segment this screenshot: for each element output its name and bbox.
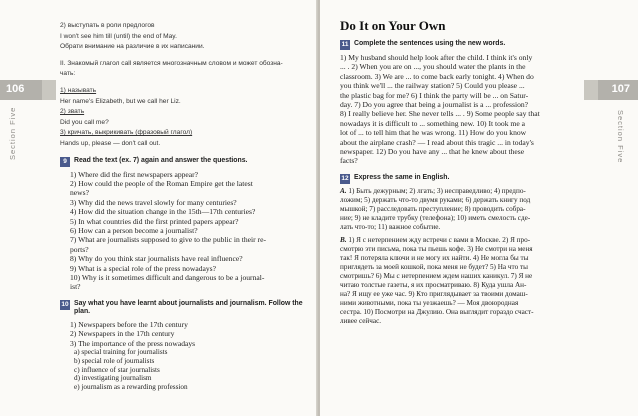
text-line: newspaper. 12) Do you have any ... that he knew about these [340, 147, 525, 157]
text-line: you think we'll ... the railway station? 5) Could you please ... [340, 81, 525, 91]
list-item: d) investigating journalism [74, 374, 152, 383]
gloss-head: 2) выступать в роли предлогов [60, 22, 155, 29]
text-line: смотрю эти письма, пока ты пьешь кофе. 3) Не смотри на меня [340, 244, 533, 253]
text-line: classroom. 3) We are ... to come back early tonight. 4) When do [340, 71, 534, 81]
text-line: about the airplane crash? — I read about this tragic ... in today's [340, 137, 534, 147]
gloss-line: Her name's Elizabeth, but we call her Liz. [60, 97, 181, 105]
text-line [340, 236, 622, 245]
text-line: лать что-то; 11) важное событие. [340, 222, 441, 231]
text-line: так! Я потеряла ключи и не могу их найти. 4) Не могла бы ты [340, 253, 529, 262]
page-number-right: 107 [611, 83, 630, 95]
text-line: читаю толстые газеты, я их просматриваю. 8) Куда ушла Ан- [340, 280, 527, 289]
text-line: приглядеть за моей кошкой, пока меня не будет? 5) На что ты [340, 262, 528, 271]
list-item: b) special role of journalists [74, 356, 155, 365]
text-line: ними животными, пока ты уезжаешь? — Моя двоюродная [340, 298, 519, 307]
list-item: ports? [70, 244, 89, 254]
gloss-head: 1) называть [60, 86, 97, 94]
list-item: a) special training for journalists [74, 348, 168, 357]
section-label-left: Section Five [8, 106, 17, 160]
gloss-head: 3) кричать, выкрикивать (фразовый глагол) [60, 129, 193, 137]
right-column [340, 18, 622, 326]
exercise-number-badge: 10 [61, 300, 69, 308]
gloss-line: Hands up, please — don't call out. [60, 139, 161, 147]
gloss-line: Did you call me? [60, 118, 109, 126]
list-item: e) journalism as a rewarding profession [74, 383, 188, 392]
list-item: c) influence of star journalists [74, 365, 160, 374]
exercise-9-questions [60, 170, 312, 292]
text-line: the plastic bag for me? 6) I think the party will be ... on Satur- [340, 90, 529, 100]
exercise-11-header [340, 40, 622, 50]
text-span: 1) Быть дежурным; 2) лгать; 3) несправедливо; 4) предпо- [348, 186, 526, 195]
text-line: facts? [340, 156, 358, 166]
list-item: 8) Why do you think star journalists have real influence? [70, 254, 243, 264]
text-line [340, 187, 622, 196]
list-item: 3) Why did the news travel slowly for many centuries? [70, 197, 237, 207]
text-line: на? Я ищу ее уже час. 9) Кто приглядывает за твоими домаш- [340, 289, 528, 298]
exercise-11-text [340, 53, 622, 166]
text-line: ложим; 5) держать что-то двумя руками; 6) держать книгу под [340, 195, 531, 204]
text-line: 1) My husband should help look after the child. I think it's only [340, 53, 533, 62]
exercise-number-badge: 12 [341, 174, 349, 182]
list-item: 2) Newspapers in the 17th century [70, 329, 175, 339]
text-line: сестра. 10) Посмотри на Джулию. Она выглядит гораздо счаст- [340, 307, 534, 316]
list-item: 10) Why is it sometimes difficult and dangerous to be a journal- [70, 273, 265, 282]
gloss-line: чать: [60, 70, 76, 78]
left-column [60, 22, 312, 392]
page-number-left: 106 [6, 83, 25, 95]
exercise-10-subplan [60, 348, 312, 392]
text-line: ние; 9) не кладите трубку (телефона); 10) иметь смелость сде- [340, 213, 531, 222]
text-line: 8) I really believe her. She never tells ... . 9) Some people say that [340, 109, 540, 119]
part-label: B. [340, 235, 347, 244]
list-item: 2) How could the people of the Roman Empire get the latest [70, 178, 253, 188]
exercise-12-part-b [340, 236, 622, 326]
list-item: 3) The importance of the press nowadays [70, 338, 196, 348]
exercise-12-title: Express the same in English. [354, 173, 450, 181]
gloss-head: 2) звать [60, 108, 85, 116]
exercise-9-title: Read the text (ex. 7) again and answer the questions. [74, 156, 248, 164]
section-label-right: Section Five [615, 110, 625, 164]
gloss-line: I won't see him till (until) the end of May. [60, 32, 177, 40]
text-line: ливее сейчас. [340, 316, 382, 325]
list-item: 4) How did the situation change in the 15th—17th centuries? [70, 207, 256, 217]
list-item: 9) What is a special role of the press nowadays? [70, 263, 216, 273]
gloss-line: Обрати внимание на различие в их написании. [60, 43, 205, 51]
list-item: 5) In what countries did the first printed papers appear? [70, 216, 239, 226]
list-item: 6) How can a person become a journalist? [70, 225, 198, 235]
text-line: ... . 2) When you are on ..., you should water the plants in the [340, 62, 526, 72]
left-page [0, 0, 318, 416]
list-item: ist? [70, 282, 81, 292]
part-label: A. [340, 186, 347, 195]
list-item: 7) What are journalists supposed to give to the public in their re- [70, 235, 266, 245]
gloss-line: II. Знакомый глагол call является многозначным словом и может обозна- [60, 59, 283, 67]
grammar-gloss [60, 22, 312, 149]
exercise-number-badge: 11 [341, 41, 349, 48]
text-line: day. 7) Do you agree that being a journalist is a ... profession? [340, 100, 529, 110]
exercise-12-header [340, 174, 622, 184]
list-item: 1) Where did the first newspapers appear? [70, 169, 199, 179]
exercise-number-badge: 9 [60, 157, 70, 167]
exercise-12-part-a [340, 187, 622, 232]
title-line: Say what you have learnt about journalists and journalism. Follow the [74, 299, 303, 307]
exercise-11-title: Complete the sentences using the new words. [354, 40, 506, 47]
page-number-tab-left [0, 80, 42, 100]
text-line: мышкой; 7) расследовать преступление; 8) проводить собра- [340, 204, 526, 213]
list-item: 1) Newspapers before the 17th century [70, 319, 188, 329]
text-line: nowadays it is difficult to ... something new. 10) It took me a [340, 118, 525, 128]
text-line: смотришь? 6) Мы с нетерпением ждем наших каникул. 7) Я не [340, 271, 533, 280]
exercise-9-header [60, 157, 312, 167]
title-line: plan. [74, 308, 91, 316]
text-line: lot of ... to tell him that he was wrong. 11) How do you know [340, 128, 527, 138]
text-span: 1) Я с нетерпением жду встречи с вами в Москве. 2) Я про- [348, 235, 531, 244]
exercise-10-header [60, 300, 312, 317]
section-title: Do It on Your Own [340, 18, 446, 33]
exercise-10-title [74, 300, 303, 317]
exercise-10-plan [60, 320, 312, 348]
list-item: news? [70, 188, 89, 198]
